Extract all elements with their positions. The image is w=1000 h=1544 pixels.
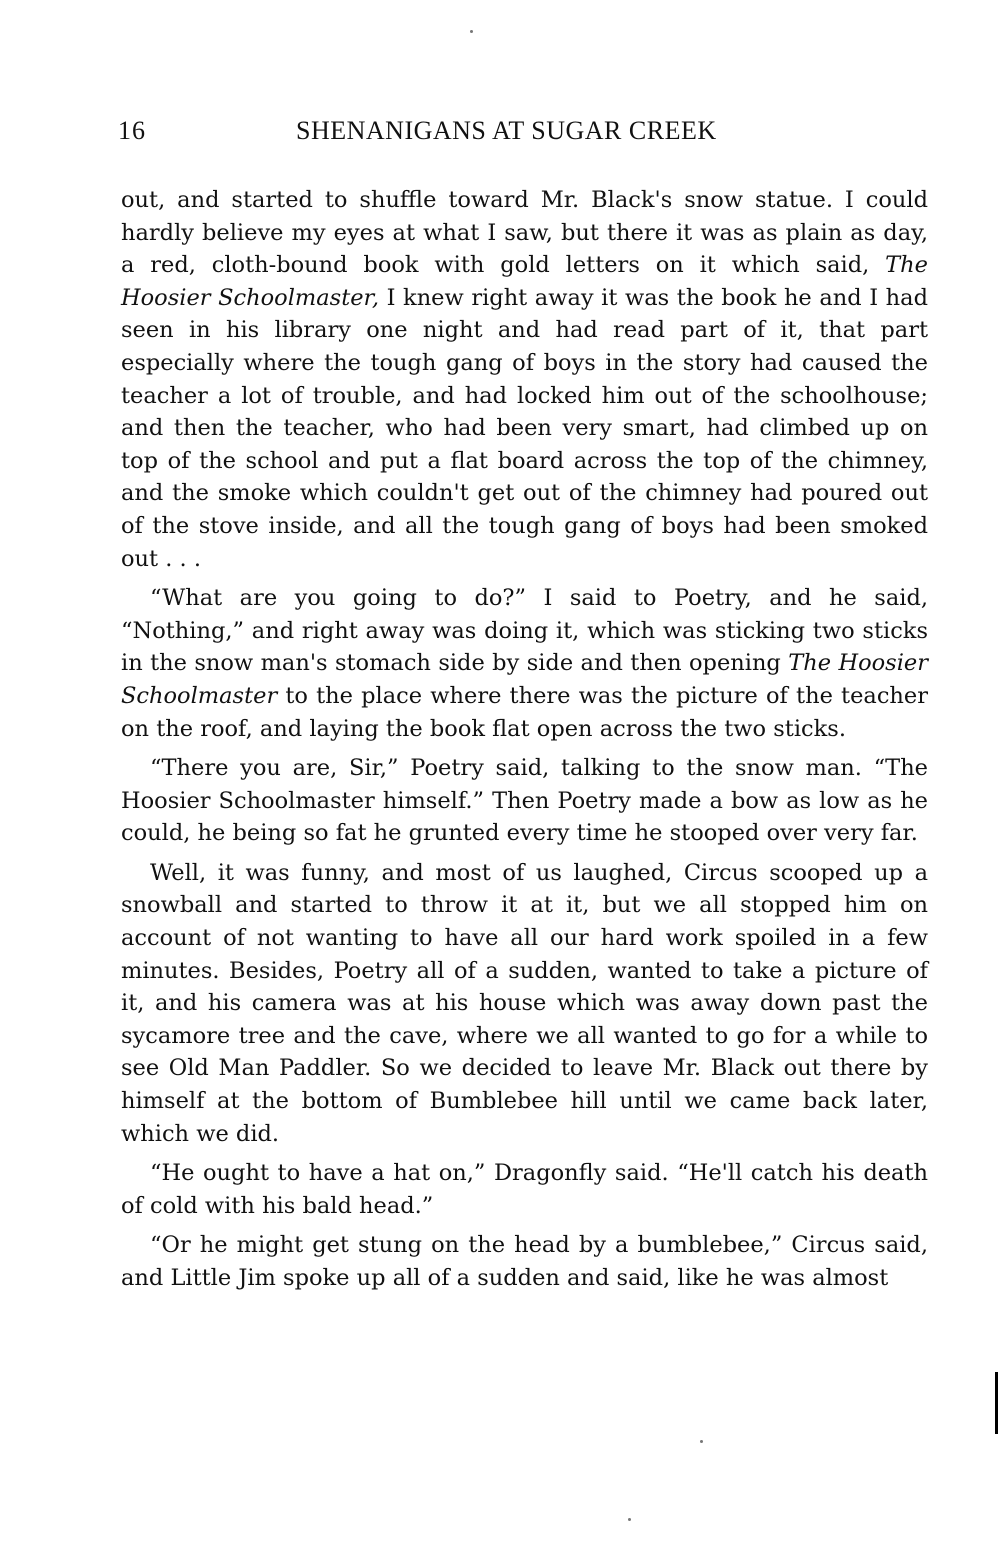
scan-speck [628,1518,631,1521]
paragraph-4: Well, it was funny, and most of us laughed, Circus scooped up a snowball and started to throw it at it, but we all stopped him on account of not wanting to have all our hard work spoiled in a few minutes. Besides, Poetry all of a sudden, wanted to take a picture of it, and his camera was at his house which was away down past the sycamore tree and the cave, where we all wanted to go for a while to see Old Man Paddler. So we decided to leave Mr. Black out there by himself at the bottom of Bumblebee hill until we came back later, which we did. [121,859,928,1147]
paragraph-3: “There you are, Sir,” Poetry said, talking to the snow man. “The Hoosier Schoolmaster himself.” Then Poetry made a bow as low as he could, he being so fat he grunted every time he stooped over very far. [121,755,928,847]
page-header [118,116,928,156]
paragraph-text: I knew right away it was the book he and I had seen in his library one night and had read part of it, that part especially where the tough gang of boys in the story had caused the teacher a lot of trouble, and had locked him out of the schoolhouse; and then the teacher, who had been very smart, had climbed up on top of the school and put a flat board across the top of the chimney, and the smoke which couldn't get out of the chimney had poured out of the stove inside, and all the tough gang of boys had been smoked out . . . [121,284,928,572]
running-title: SHENANIGANS AT SUGAR CREEK [296,116,717,145]
paragraph-6: “Or he might get stung on the head by a bumblebee,” Circus said, and Little Jim spoke up all of a sudden and said, like he was almost [121,1232,928,1291]
scan-edge-mark [995,1372,998,1434]
book-title: The Hoosier Schoolmaster [121,650,928,709]
scan-speck [700,1440,703,1443]
paragraph-text: out, and started to shuffle toward Mr. Black's snow statue. I could hardly believe my eyes at what I saw, but there it was as plain as day, a red, cloth-bound book with gold letters on it which said, [121,187,928,279]
paragraph-text: “What are you going to do?” I said to Poetry, and he said, “Nothing,” and right away was doing it, which was sticking two sticks in the snow man's stomach side by side and then opening [121,585,928,677]
paragraph-1 [121,184,928,575]
body-text [121,184,928,1295]
paragraph-2 [121,582,928,745]
book-title: The Hoosier Schoolmaster, [121,252,928,311]
scan-speck [470,30,473,33]
page-number: 16 [118,116,146,145]
paragraph-5: “He ought to have a hat on,” Dragonfly said. “He'll catch his death of cold with his bald head.” [121,1160,928,1219]
paragraph-text: to the place where there was the picture of the teacher on the roof, and laying the book flat open across the two sticks. [121,682,928,742]
